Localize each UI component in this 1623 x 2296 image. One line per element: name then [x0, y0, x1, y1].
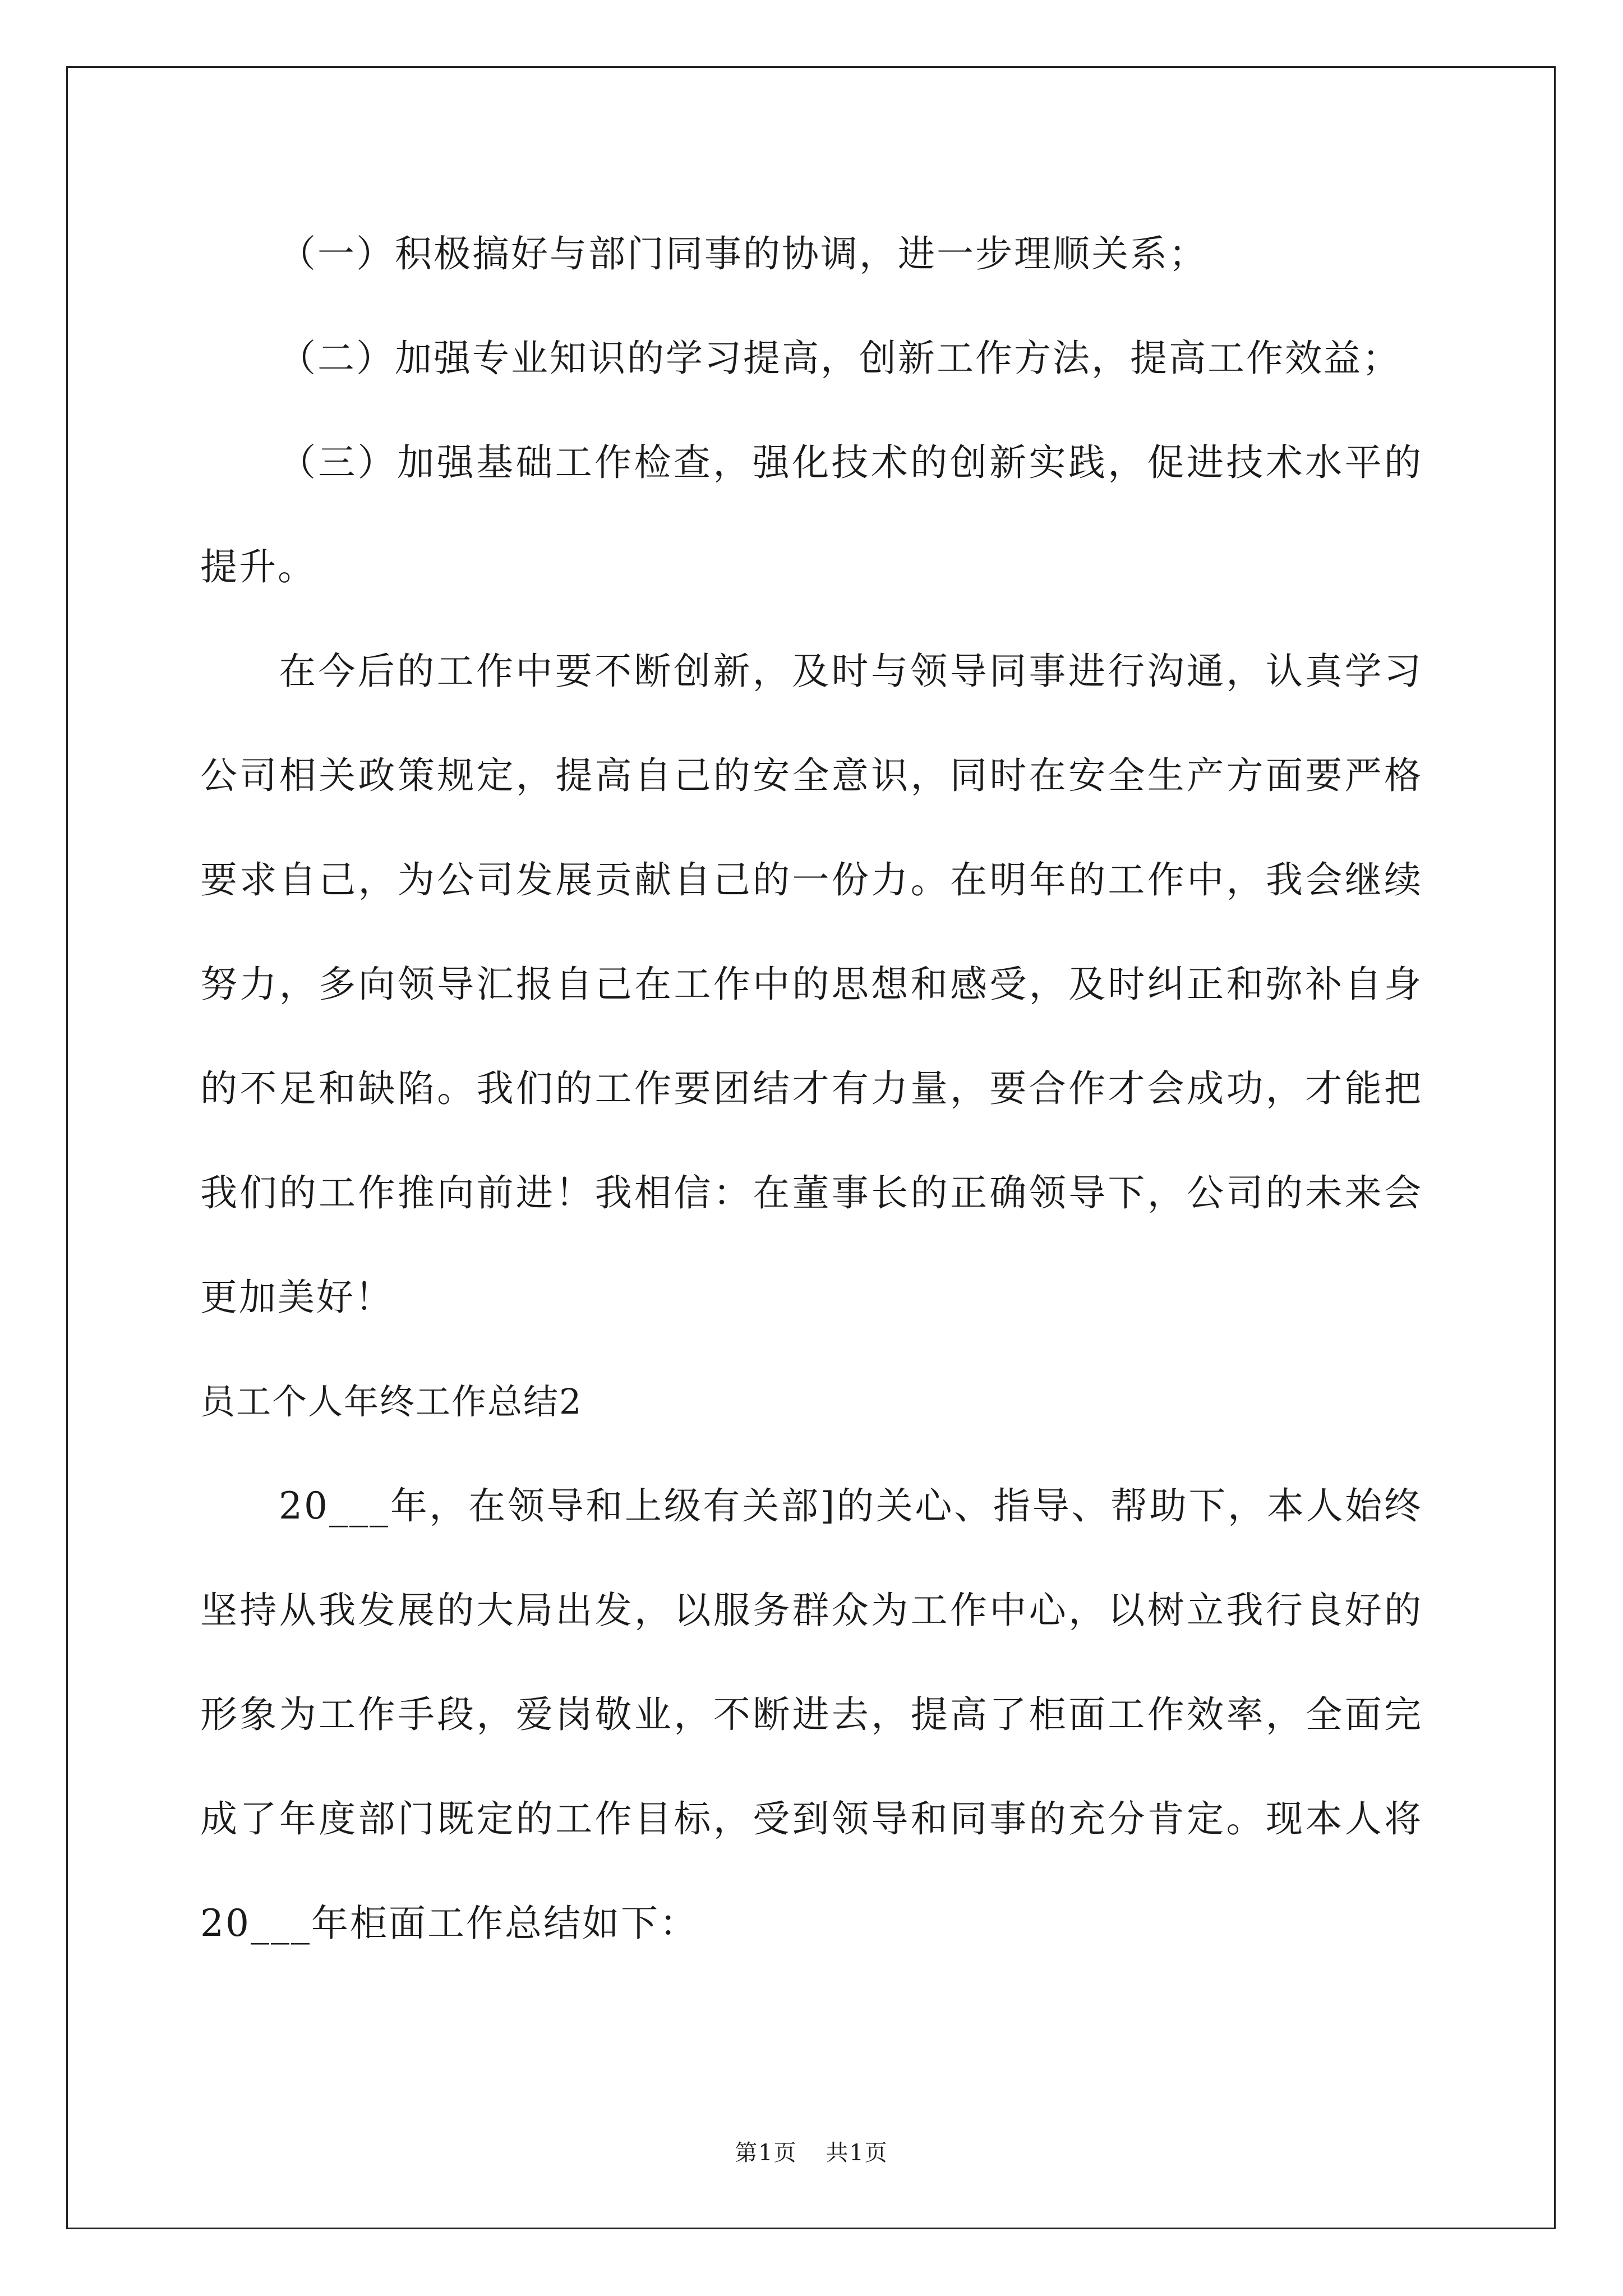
section-paragraph: 20___年，在领导和上级有关部]的关心、指导、帮助下，本人始终坚持从我发展的大局出发，以服务群众为工作中心，以树立我行良好的形象为工作手段，爱岗敬业，不断进去，提高了柜面工作效率，全面完成了年度部门既定的工作目标，受到领导和同事的充分肯定。现本人将20___年柜面工作总结如下： [200, 1484, 1423, 1945]
paragraph-body: 在今后的工作中要不断创新，及时与领导同事进行沟通，认真学习公司相关政策规定，提高自己的安全意识，同时在安全生产方面要严格要求自己，为公司发展贡献自己的一份力。在明年的工作中，我会继续努力，多向领导汇报自己在工作中的思想和感受，及时纠正和弥补自身的不足和缺陷。我们的工作要团结才有力量，要合作才会成功，才能把我们的工作推向前进！我相信：在董事长的正确领导下，公司的未来会更加美好！ [200, 650, 1423, 1319]
section-title: 员工个人年终工作总结2 [200, 1381, 583, 1422]
paragraph-item-1: （一）积极搞好与部门同事的协调，进一步理顺关系； [279, 232, 1207, 275]
page-number: 第1页 [735, 2140, 797, 2166]
paragraph-item-3: （三）加强基础工作检查，强化技术的创新实践，促进技术水平的提升。 [200, 441, 1423, 588]
paragraph-item-2: （二）加强专业知识的学习提高，创新工作方法，提高工作效益； [279, 337, 1401, 380]
document-body [200, 202, 1423, 1976]
page-total: 共1页 [826, 2140, 888, 2166]
page-footer [0, 2135, 1623, 2167]
